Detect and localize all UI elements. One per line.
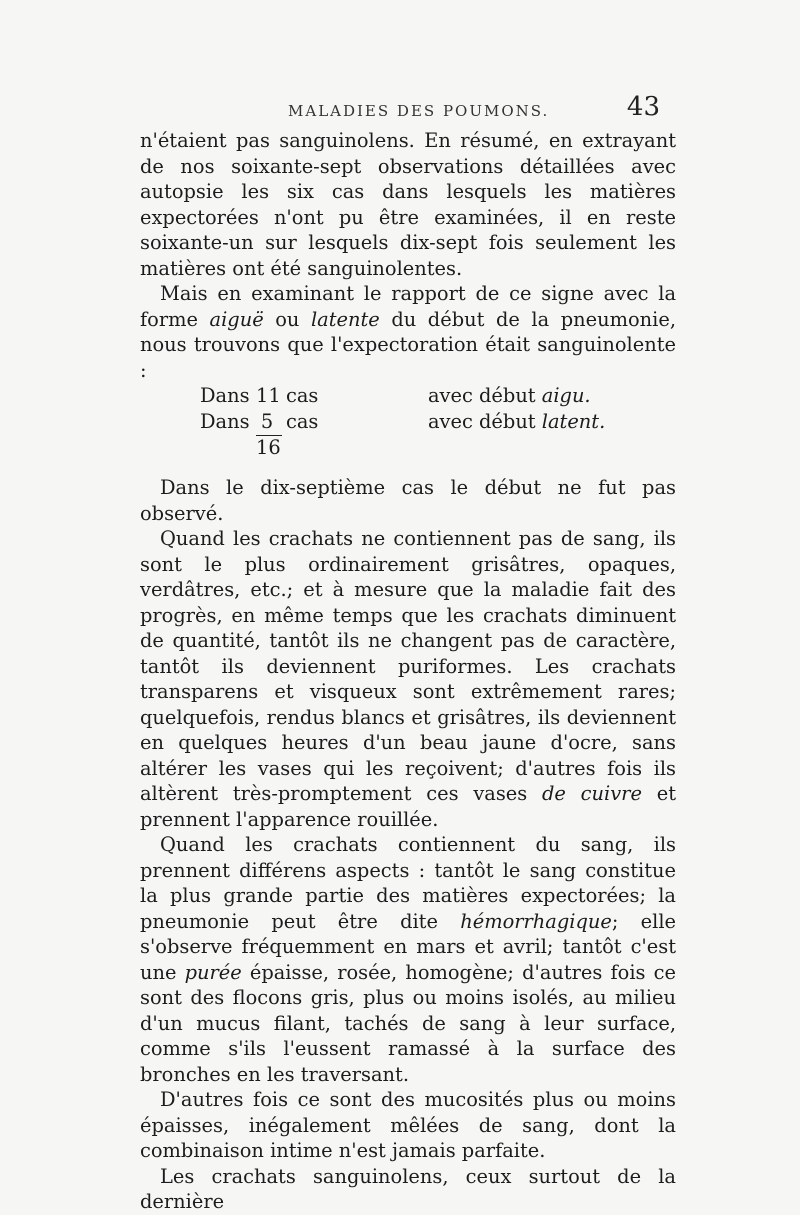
paragraph-1: [140, 128, 676, 281]
page-header: [140, 92, 660, 128]
row-label: Dans: [200, 410, 250, 433]
paragraph-7-text: Les crachats sanguinolens, ceux surtout de la dernière: [140, 1164, 676, 1213]
paragraph-2-italic-aigue: aiguë: [209, 307, 264, 331]
paragraph-5-text-a: Quand les crachats contiennent du sang, ils prennent différens aspects : tantôt le sang constitue la plus grande partie des matières expectorées; la pneumonie peut être dite: [140, 833, 676, 933]
table-total: 16: [256, 436, 281, 459]
paragraph-3-text: Dans le dix-septième cas le début ne fut pas observé.: [140, 476, 676, 525]
page-body: [140, 128, 676, 1215]
running-head: MALADIES DES POUMONS.: [288, 102, 550, 120]
count-table: [140, 383, 676, 475]
table-row: [140, 383, 676, 408]
row-description: [428, 383, 591, 409]
row-unit: cas: [286, 384, 319, 407]
paragraph-4: [140, 526, 676, 832]
row-description-italic: latent.: [541, 410, 606, 433]
table-row: [140, 409, 676, 434]
paragraph-1-text: n'étaient pas sanguinolens. En résumé, en extrayant de nos soixante-sept observations détaillées avec autopsie les six cas dans lesquels les matières expectorées n'ont pu être examinées, il en reste soixante-un sur lesquels dix-sept fois seulement les matières ont été sanguinolentes.: [140, 129, 676, 280]
paragraph-5-text-b: ; elle s'observe fréquemment en mars et avril; tantôt c'est une: [140, 909, 676, 984]
row-unit: cas: [286, 410, 319, 433]
paragraph-2-text-a: Mais en examinant le rapport de ce signe avec la forme: [140, 282, 676, 331]
page-number: 43: [626, 92, 660, 122]
row-description: [428, 409, 605, 435]
paragraph-5: [140, 832, 676, 1087]
paragraph-4-italic-de-cuivre: de cuivre: [542, 782, 642, 805]
paragraph-2-italic-latente: latente: [310, 307, 380, 331]
paragraph-2-text-c: du début de la pneumonie, nous trouvons que l'expectoration était sanguinolente :: [140, 307, 676, 382]
paragraph-4-text-b: et prennent l'apparence rouillée.: [140, 782, 676, 831]
paragraph-2-text-b: ou: [263, 307, 311, 331]
paragraph-6-text: D'autres fois ce sont des mucosités plus ou moins épaisses, inégalement mêlées de sang, dont la combinaison intime n'est jamais parfaite.: [140, 1088, 676, 1162]
paragraph-5-text-c: épaisse, rosée, homogène; d'autres fois ce sont des flocons gris, plus ou moins isolés, au milieu d'un mucus filant, tachés de sang à leur surface, comme s'ils l'eussent ramassé à la surface des bronches en les traversant.: [140, 960, 676, 1086]
row-description-text: avec début: [428, 384, 542, 407]
row-description-italic: aigu.: [541, 384, 591, 407]
paragraph-7: [140, 1164, 676, 1215]
row-description-text: avec début: [428, 410, 542, 433]
paragraph-3: [140, 475, 676, 526]
paragraph-5-italic-hemorrhagique: hémorrhagique: [460, 909, 612, 933]
row-label: Dans: [200, 384, 250, 407]
paragraph-2: [140, 281, 676, 383]
paragraph-5-italic-puree: purée: [184, 960, 242, 984]
paragraph-4-text-a: Quand les crachats ne contiennent pas de sang, ils sont le plus ordinairement grisâtres, opaques, verdâtres, etc.; et à mesure que la maladie fait des progrès, en même temps que les crachats diminuent de quantité, tantôt ils ne changent pas de caractère, tantôt ils deviennent puriformes. Les crachats transparens et visqueux sont extrêmement rares; quelquefois, rendus blancs et grisâtres, ils deviennent en quelques heures d'un beau jaune d'ocre, sans altérer les vases qui les reçoivent; d'autres fois ils altèrent très-promptement ces vases: [140, 527, 676, 805]
row-count: 5: [260, 410, 274, 433]
row-count: 11: [256, 384, 281, 407]
paragraph-6: [140, 1087, 676, 1164]
